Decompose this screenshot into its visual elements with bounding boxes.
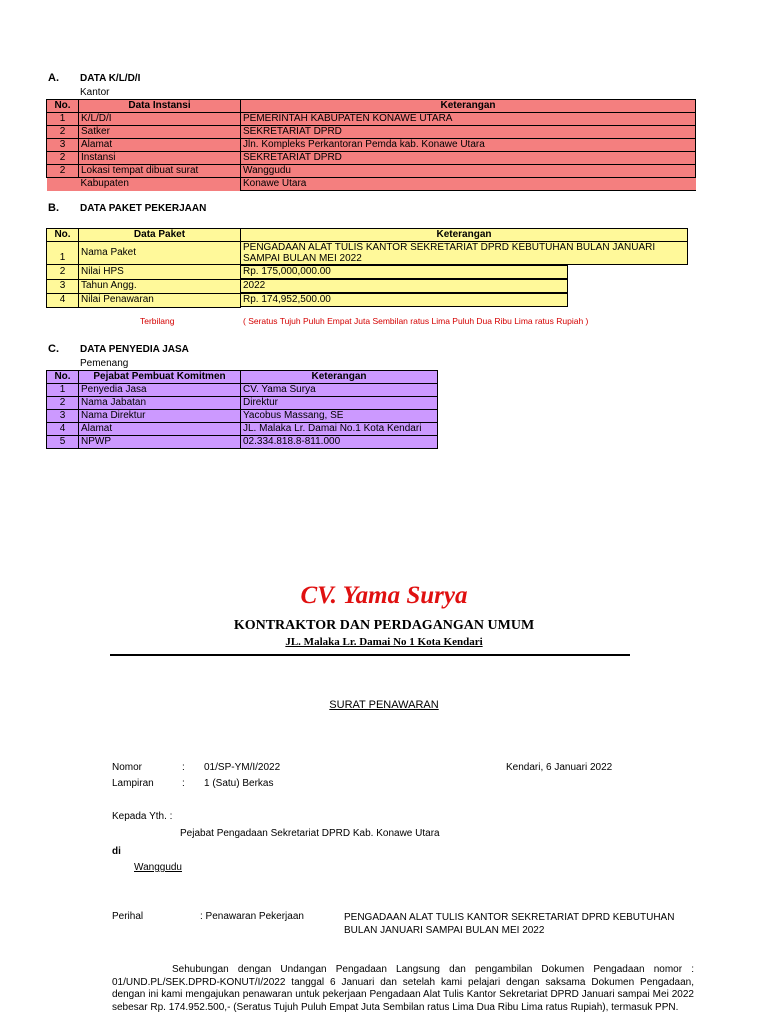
- letter-title: SURAT PENAWARAN: [329, 699, 439, 711]
- place-date: Kendari, 6 Januari 2022: [506, 762, 613, 773]
- row-value: SEKRETARIAT DPRD: [241, 152, 696, 165]
- section-a-title: DATA K/L/D/I: [80, 73, 141, 84]
- section-a-subtitle: Kantor: [80, 87, 110, 98]
- row-label: Alamat: [79, 423, 241, 436]
- section-b-title: DATA PAKET PEKERJAAN: [80, 203, 207, 214]
- row-label: Penyedia Jasa: [79, 384, 241, 397]
- table-header: Data Paket: [79, 229, 241, 242]
- table-row: [47, 436, 438, 449]
- row-value: CV. Yama Surya: [241, 384, 438, 397]
- row-number: 5: [47, 436, 79, 449]
- perihal-detail: PENGADAAN ALAT TULIS KANTOR SEKRETARIAT DPRD KEBUTUHAN BULAN JANUARI SAMPAI BULAN MEI 2022: [344, 912, 675, 936]
- table-row: [47, 152, 696, 165]
- company-subtitle: KONTRAKTOR DAN PERDAGANGAN UMUM: [233, 618, 535, 633]
- row-label: Tahun Angg.: [79, 279, 241, 293]
- nomor-label: Nomor: [112, 762, 143, 773]
- table-header: No.: [47, 100, 79, 113]
- table-row: [47, 279, 688, 293]
- data-penyedia-table: [46, 370, 438, 449]
- row-value: Konawe Utara: [241, 178, 696, 191]
- table-row: [47, 397, 438, 410]
- lampiran-label: Lampiran: [112, 778, 154, 789]
- row-number: 2: [47, 126, 79, 139]
- nomor-value: 01/SP-YM/I/2022: [204, 762, 281, 773]
- letter-body-paragraph: Sehubungan dengan Undangan Pengadaan Langsung dan pengambilan Dokumen Pengadaan nomor : 01/UND.PL/SEK.DPRD-KONUT/I/2022 tanggal 6 Januari dan setelah kami pelajari dengan saksama Dokumen Pengadaan, dengan ini kami mengajukan penawaran untuk pekerjaan Pengadaan Alat Tulis Kantor Sekretariat DPRD Januari sampai Mei 2022 sebesar Rp. 174.952.500,- (Seratus Tujuh Puluh Empat Juta Sembilan ratus Lima Dua Ribu Lima ratus Rupiah), termasuk PPN.: [112, 964, 694, 1013]
- row-value: 2022: [241, 279, 688, 293]
- section-c-subtitle: Pemenang: [80, 358, 129, 369]
- table-header: No.: [47, 371, 79, 384]
- row-label: Nilai Penawaran: [79, 293, 241, 307]
- data-instansi-table: [46, 99, 696, 191]
- row-number: 3: [47, 410, 79, 423]
- row-value: Rp. 174,952,500.00: [241, 293, 688, 307]
- table-header: Keterangan: [241, 229, 688, 242]
- lampiran-colon: :: [182, 778, 185, 789]
- table-row: [47, 113, 696, 126]
- row-label: Nilai HPS: [79, 265, 241, 280]
- row-number: 1: [47, 384, 79, 397]
- row-value: PENGADAAN ALAT TULIS KANTOR SEKRETARIAT DPRD KEBUTUHAN BULAN JANUARI SAMPAI BULAN MEI 2022: [241, 242, 688, 265]
- row-value: Yacobus Massang, SE: [241, 410, 438, 423]
- row-value: Rp. 175,000,000.00: [241, 265, 688, 280]
- table-header: Keterangan: [241, 371, 438, 384]
- row-value: PEMERINTAH KABUPATEN KONAWE UTARA: [241, 113, 696, 126]
- row-number: 4: [47, 423, 79, 436]
- row-label: Lokasi tempat dibuat surat: [79, 165, 241, 178]
- table-row: [47, 139, 696, 152]
- recipient: Pejabat Pengadaan Sekretariat DPRD Kab. Konawe Utara: [180, 828, 440, 839]
- recipient-city: Wanggudu: [134, 862, 182, 873]
- row-number: 2: [47, 397, 79, 410]
- perihal-value: : Penawaran Pekerjaan: [200, 911, 304, 922]
- row-label: Nama Jabatan: [79, 397, 241, 410]
- di-label: di: [112, 846, 121, 857]
- table-row: [47, 384, 438, 397]
- perihal-label: Perihal: [112, 911, 144, 922]
- row-number: 1: [47, 242, 79, 265]
- row-value: SEKRETARIAT DPRD: [241, 126, 696, 139]
- row-label: Nama Direktur: [79, 410, 241, 423]
- row-label: Kabupaten: [79, 178, 241, 191]
- table-header: Pejabat Pembuat Komitmen: [79, 371, 241, 384]
- row-number: 3: [47, 279, 79, 293]
- row-label: NPWP: [79, 436, 241, 449]
- terbilang-value: ( Seratus Tujuh Puluh Empat Juta Sembilan ratus Lima Puluh Dua Ribu Lima ratus Rupiah ): [243, 316, 589, 326]
- row-number: 4: [47, 293, 79, 307]
- row-number: 3: [47, 139, 79, 152]
- table-row: [47, 165, 696, 178]
- company-address: JL. Malaka Lr. Damai No 1 Kota Kendari: [285, 636, 483, 648]
- company-name: CV. Yama Surya: [300, 582, 468, 609]
- row-value: JL. Malaka Lr. Damai No.1 Kota Kendari: [241, 423, 438, 436]
- table-header: Keterangan: [241, 100, 696, 113]
- table-row: [47, 178, 696, 191]
- letterhead-rule: [110, 654, 630, 656]
- table-row: [47, 126, 696, 139]
- row-label: Instansi: [79, 152, 241, 165]
- row-number: 2: [47, 152, 79, 165]
- row-label: K/L/D/I: [79, 113, 241, 126]
- terbilang-label: Terbilang: [140, 316, 175, 326]
- section-c-letter: C.: [48, 343, 59, 355]
- lampiran-value: 1 (Satu) Berkas: [204, 778, 274, 789]
- table-header: Data Instansi: [79, 100, 241, 113]
- section-b-letter: B.: [48, 202, 59, 214]
- nomor-colon: :: [182, 762, 185, 773]
- section-c-title: DATA PENYEDIA JASA: [80, 344, 189, 355]
- table-row: [47, 265, 688, 280]
- row-value: Direktur: [241, 397, 438, 410]
- table-header: No.: [47, 229, 79, 242]
- table-row: [47, 242, 688, 265]
- data-paket-table: [46, 228, 688, 308]
- table-row: [47, 293, 688, 307]
- row-number: 2: [47, 265, 79, 280]
- kepada-label: Kepada Yth. :: [112, 811, 173, 822]
- row-label: Nama Paket: [79, 242, 241, 265]
- row-number: 1: [47, 113, 79, 126]
- table-row: [47, 410, 438, 423]
- row-value: Jln. Kompleks Perkantoran Pemda kab. Konawe Utara: [241, 139, 696, 152]
- row-value: 02.334.818.8-811.000: [241, 436, 438, 449]
- row-label: Satker: [79, 126, 241, 139]
- row-number: [47, 178, 79, 191]
- row-value: Wanggudu: [241, 165, 696, 178]
- row-label: Alamat: [79, 139, 241, 152]
- table-row: [47, 423, 438, 436]
- section-a-letter: A.: [48, 72, 59, 84]
- row-number: 2: [47, 165, 79, 178]
